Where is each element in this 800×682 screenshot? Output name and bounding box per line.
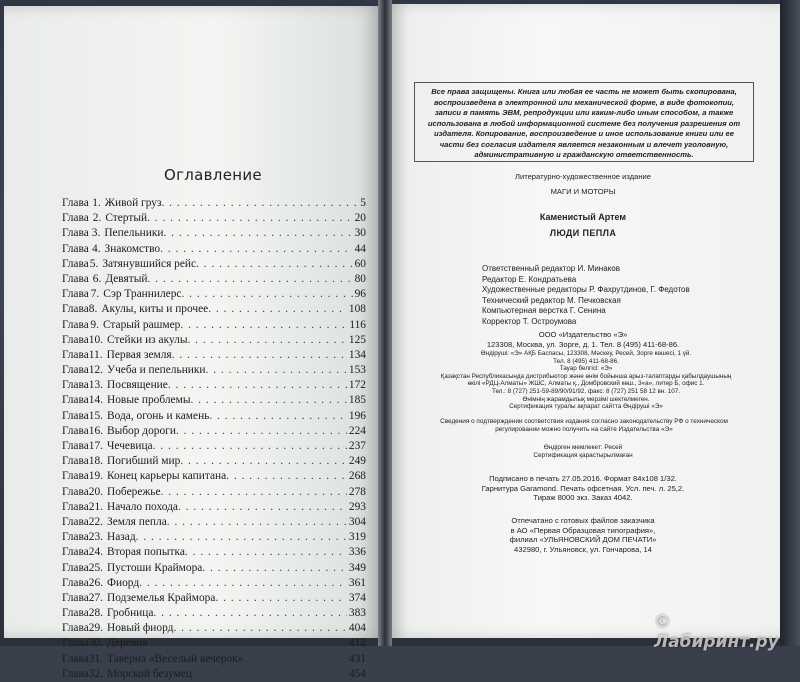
toc-entry: [62, 561, 366, 576]
toc-entry: [62, 272, 366, 287]
series-name: МАГИ И МОТОРЫ: [550, 187, 616, 196]
toc-entry: [62, 439, 366, 454]
leader-dots: [139, 576, 347, 591]
author-name: Каменистый Артем: [539, 212, 627, 222]
chapter-title: Знакомство: [104, 242, 161, 255]
kz-line: өкілі «РДЦ-Алматы» ЖШС, Алматы қ., Домбровский көш., 3«а», литер Б, офис 1.: [467, 380, 705, 388]
chapter-word: Глава: [62, 652, 89, 665]
chapter-page: 319: [348, 531, 366, 544]
chapter-page: 361: [348, 576, 366, 589]
publisher-address: 123308, Москва, ул. Зорге, д. 1. Тел. 8 (495) 411-68-86.: [486, 340, 680, 349]
toc-entry: [62, 545, 366, 560]
chapter-word: Глава: [62, 348, 89, 361]
leader-dots: [163, 226, 352, 241]
chapter-title: Вторая попытка: [107, 546, 185, 559]
credit-line: Художественные редакторы Р. Фахрутдинов, Г. Федотов: [482, 285, 690, 294]
chapter-number: 9.: [90, 318, 99, 331]
chapter-number: 10.: [88, 333, 104, 346]
chapter-title: Назад: [107, 531, 136, 544]
leader-dots: [196, 257, 353, 272]
chapter-word: Глава: [62, 455, 89, 468]
toc-entry: [62, 424, 366, 439]
chapter-word: Глава: [62, 379, 89, 392]
chapter-title: Выбор дороги: [107, 424, 176, 437]
certification-info: Сведения о подтверждении соответствия издания согласно законодательству РФ о техническом регулировании можно получить на сайте Издательства «Э»: [440, 418, 728, 433]
chapter-number: 15.: [88, 409, 104, 422]
chapter-word: Глава: [62, 576, 89, 589]
chapter-page: 224: [348, 424, 366, 437]
leader-dots: [226, 469, 347, 484]
chapter-title: Подземелья Краймора: [107, 591, 216, 604]
toc-entry: [62, 576, 366, 591]
toc-entry: [62, 652, 366, 667]
leader-dots: [192, 667, 347, 682]
toc-entry: [62, 591, 366, 606]
chapter-number: 28.: [88, 607, 104, 620]
chapter-word: Глава: [62, 303, 89, 316]
chapter-title: Морской безумец: [107, 667, 192, 680]
toc-entry: [62, 302, 366, 317]
chapter-number: 17.: [88, 440, 104, 452]
chapter-title: Чечевица: [107, 440, 153, 452]
toc-entry: [62, 333, 366, 348]
chapter-page: 383: [348, 607, 366, 620]
toc-entry: [62, 318, 366, 333]
chapter-title: Новый фиорд: [107, 622, 174, 635]
chapter-number: 11.: [88, 348, 103, 361]
chapter-page: 172: [348, 379, 366, 392]
kz-line: Тауар белгісі: «Э»: [559, 365, 613, 373]
chapter-number: 12.: [88, 364, 104, 377]
print-info-line: Гарнитура Garamond. Печать офсетная. Усл. печ. л. 25,2.: [481, 483, 685, 493]
chapter-number: 26.: [88, 576, 104, 589]
chapter-word: Глава: [62, 318, 89, 331]
kz-line: Қазақстан Республикасында дистрибьютор және өнім бойынша арыз-талаптарды қабылдаушының: [440, 372, 732, 380]
chapter-word: Глава: [62, 257, 89, 270]
printer-info-line: Отпечатано с готовых файлов заказчика: [511, 516, 655, 525]
chapter-number: 6.: [92, 272, 102, 285]
chapter-number: 27.: [88, 591, 104, 604]
chapter-number: 19.: [88, 470, 104, 483]
chapter-word: Глава: [62, 212, 89, 225]
chapter-page: 30: [354, 227, 366, 240]
toc-entry: [62, 363, 366, 378]
kz-line: Тел. 8 (495) 411-68-86.: [553, 357, 619, 365]
chapter-word: Глава: [62, 272, 89, 285]
chapter-number: 22.: [88, 515, 104, 528]
leader-dots: [209, 409, 347, 424]
chapter-number: 1.: [92, 197, 101, 209]
toc-entry: [62, 211, 366, 226]
leader-dots: [168, 378, 347, 393]
leader-dots: [208, 302, 347, 317]
printer-info-line: филиал «УЛЬЯНОВСКИЙ ДОМ ПЕЧАТИ»: [509, 535, 657, 544]
publisher-name: ООО «Издательство «Э»: [538, 330, 628, 339]
kz-line: Өнімнің жарамдылық мерзімі шектелмеген.: [522, 395, 650, 403]
leader-dots: [147, 272, 352, 287]
chapter-word: Глава: [62, 470, 89, 483]
chapter-page: 249: [348, 455, 366, 468]
toc-entry: [62, 469, 366, 484]
leader-dots: [180, 318, 347, 333]
origin-line: Сертификация қарастырылмаған: [533, 452, 633, 459]
chapter-word: Глава: [62, 622, 89, 635]
chapter-page: 134: [348, 348, 366, 361]
chapter-title: Сэр Траннилерс: [103, 288, 182, 301]
chapter-page: 293: [348, 500, 366, 513]
print-info-line: Тираж 8000 экз. Заказ 4042.: [533, 493, 633, 502]
chapter-page: 44: [354, 242, 366, 255]
origin-info: [386, 444, 780, 460]
leader-dots: [185, 545, 347, 560]
chapter-page: 336: [348, 546, 366, 559]
chapter-title: Затянувшийся рейс: [102, 257, 197, 270]
leader-dots: [215, 591, 346, 606]
chapter-number: 14.: [88, 394, 104, 407]
toc-entry: [62, 621, 366, 636]
chapter-page: 153: [348, 364, 366, 377]
chapter-title: Таверна «Веселый вечерок»: [107, 652, 244, 665]
leader-dots: [180, 454, 347, 469]
credit-line: Корректор Т. Остроумова: [482, 316, 577, 326]
chapter-title: Новые проблемы: [107, 394, 191, 407]
chapter-word: Глава: [62, 288, 89, 301]
credits-list: [482, 264, 762, 327]
chapter-title: Девятый: [105, 272, 148, 285]
chapter-number: 16.: [88, 424, 104, 437]
toc-entry: [62, 257, 366, 272]
credit-line: Технический редактор М. Печковская: [482, 295, 621, 305]
chapter-title: Посвящение: [107, 379, 168, 392]
watermark: © Лабиринт.ру: [654, 612, 779, 652]
chapter-page: 404: [348, 622, 366, 635]
chapter-title: Стертый: [105, 212, 148, 225]
chapter-page: 116: [349, 318, 366, 331]
printer-info-line: в АО «Первая Образцовая типография»,: [510, 525, 656, 535]
chapter-page: 96: [354, 288, 366, 301]
chapter-page: 412: [348, 637, 366, 650]
chapter-number: 32.: [88, 667, 104, 680]
toc-entry: [62, 409, 366, 424]
chapter-word: Глава: [62, 394, 89, 407]
chapter-title: Конец карьеры капитана: [107, 470, 227, 483]
print-info: [386, 474, 780, 503]
chapter-title: Пепельники: [104, 227, 164, 240]
toc-entry: [62, 378, 366, 393]
chapter-page: 196: [348, 409, 366, 422]
leader-dots: [202, 561, 347, 576]
chapter-page: 278: [348, 485, 366, 498]
chapter-word: Глава: [62, 500, 89, 513]
chapter-word: Глава: [62, 440, 89, 452]
leader-dots: [181, 287, 352, 302]
leader-dots: [161, 485, 347, 500]
table-of-contents: [62, 196, 366, 682]
chapter-number: 3.: [91, 227, 101, 240]
chapter-number: 29.: [88, 622, 104, 635]
chapter-word: Глава: [62, 242, 89, 255]
leader-dots: [187, 333, 346, 348]
kazakh-info: [416, 350, 756, 411]
leader-dots: [243, 652, 346, 667]
chapter-title: Деревня: [107, 637, 148, 650]
leader-dots: [161, 196, 358, 211]
chapter-title: Побережье: [107, 485, 161, 498]
chapter-title: Пустоши Краймора: [107, 561, 203, 574]
chapter-number: 21.: [88, 500, 104, 513]
leader-dots: [172, 348, 347, 363]
chapter-number: 23.: [88, 531, 104, 544]
printer-info: [386, 516, 780, 554]
chapter-number: 8.: [88, 303, 98, 316]
imprint: [386, 4, 780, 638]
chapter-page: 20: [354, 212, 366, 225]
chapter-title: Старый рашмер: [102, 318, 181, 331]
chapter-word: Глава: [62, 515, 89, 528]
chapter-number: 24.: [88, 546, 104, 559]
chapter-title: Вода, огонь и камень: [107, 409, 210, 422]
leader-dots: [190, 393, 346, 408]
chapter-page: 108: [348, 303, 366, 316]
chapter-page: 374: [348, 591, 366, 604]
toc-entry: [62, 515, 366, 530]
chapter-word: Глава: [62, 409, 89, 422]
chapter-title: Акулы, киты и прочее: [101, 303, 209, 316]
edition-type: Литературно-художественное издание: [514, 172, 652, 181]
kz-line: Сертификация туралы ақпарат сайтта Өндіруші «Э»: [509, 403, 663, 411]
chapter-title: Первая земля: [106, 348, 172, 361]
chapter-title: Земля пепла: [107, 515, 167, 528]
chapter-word: Глава: [62, 637, 89, 650]
chapter-word: Глава: [62, 364, 89, 377]
book-edge: [780, 0, 800, 646]
chapter-page: 5: [360, 197, 366, 209]
chapter-word: Глава: [62, 485, 89, 498]
leader-dots: [160, 242, 353, 257]
leader-dots: [153, 439, 347, 454]
toc-entry: [62, 454, 366, 469]
leader-dots: [173, 621, 346, 636]
toc-entry: [62, 530, 366, 545]
chapter-title: Начало похода: [107, 500, 178, 513]
toc-heading: Оглавление: [164, 166, 262, 184]
book-gutter: [378, 0, 392, 646]
toc-entry: [62, 636, 366, 651]
chapter-number: 13.: [88, 379, 104, 392]
origin-line: Өндірген мемлекет: Ресей: [543, 444, 623, 451]
toc-entry: [62, 242, 366, 257]
chapter-title: Стейки из акулы: [107, 333, 188, 346]
leader-dots: [178, 500, 347, 515]
toc-entry: [62, 606, 366, 621]
chapter-word: Глава: [62, 227, 89, 240]
toc-entry: [62, 196, 366, 211]
kz-line: Өндіруші: «Э» АҚБ Баспасы, 123308, Мәскеу, Ресей, Зорге көшесі, 1 үй.: [480, 350, 692, 357]
chapter-word: Глава: [62, 667, 89, 680]
chapter-page: 80: [354, 272, 366, 285]
leader-dots: [147, 636, 346, 651]
chapter-number: 20.: [88, 485, 104, 498]
toc-entry: [62, 287, 366, 302]
chapter-word: Глава: [62, 561, 89, 574]
toc-entry: [62, 667, 366, 682]
toc-entry: [62, 348, 366, 363]
chapter-page: 125: [348, 333, 366, 346]
credit-line: Компьютерная верстка Г. Сенина: [482, 306, 606, 315]
chapter-page: 304: [348, 515, 366, 528]
leader-dots: [176, 424, 347, 439]
chapter-number: 30.: [88, 637, 104, 650]
chapter-title: Живой груз: [104, 197, 162, 209]
chapter-word: Глава: [62, 197, 89, 209]
leader-dots: [153, 606, 346, 621]
chapter-word: Глава: [62, 531, 89, 544]
left-page: [4, 6, 384, 680]
chapter-word: Глава: [62, 333, 89, 346]
chapter-page: 431: [348, 652, 366, 665]
chapter-page: 268: [348, 470, 366, 483]
credit-line: Ответственный редактор И. Минаков: [482, 264, 620, 273]
printer-info-line: 432980, г. Ульяновск, ул. Гончарова, 14: [514, 544, 652, 554]
chapter-title: Фиорд: [107, 576, 140, 589]
leader-dots: [206, 363, 347, 378]
chapter-word: Глава: [62, 607, 89, 620]
chapter-title: Гробница: [107, 607, 154, 620]
leader-dots: [136, 530, 347, 545]
toc-entry: [62, 226, 366, 241]
toc-entry: [62, 500, 366, 515]
chapter-number: 7.: [90, 288, 100, 301]
leader-dots: [147, 211, 353, 226]
chapter-number: 5.: [89, 257, 99, 270]
chapter-number: 2.: [92, 212, 102, 225]
chapter-page: 60: [354, 257, 366, 270]
rights-notice: Все права защищены. Книга или любая ее часть не может быть скопирована, воспроизведена в электронной или механической форме, в виде фотокопии, записи в память ЭВМ, репродукции или каким-либо иным способом, а также использована в любой информационной системе без получения разрешения от издателя. Копирование, воспроизведение и иное использование книги или ее части без согласия издателя является незаконным и влечет уголовную, административную и гражданскую ответственность.: [414, 82, 754, 162]
chapter-page: 185: [348, 394, 366, 407]
chapter-word: Глава: [62, 591, 89, 604]
toc-entry: [62, 393, 366, 408]
chapter-page: 237: [348, 440, 366, 452]
chapter-number: 18.: [88, 455, 104, 468]
kz-line: Тел.: 8 (727) 251-59-89/90/91/92, факс: 8 (727) 251 58 12 вн. 107.: [491, 387, 681, 395]
chapter-page: 454: [348, 667, 366, 680]
chapter-title: Учеба и пепельники: [107, 364, 206, 377]
chapter-number: 4.: [92, 242, 101, 255]
print-info-line: Подписано в печать 27.05.2016. Формат 84x108 1/32.: [489, 474, 677, 483]
right-page: [386, 4, 780, 638]
toc-entry: [62, 485, 366, 500]
book-title: ЛЮДИ ПЕПЛА: [549, 228, 617, 238]
credit-line: Редактор Е. Кондратьева: [482, 274, 577, 284]
chapter-number: 31.: [88, 652, 104, 665]
chapter-title: Погибший мир: [107, 455, 181, 468]
leader-dots: [167, 515, 347, 530]
chapter-number: 25.: [88, 561, 104, 574]
chapter-word: Глава: [62, 546, 89, 559]
chapter-page: 349: [348, 561, 366, 574]
chapter-word: Глава: [62, 424, 89, 437]
